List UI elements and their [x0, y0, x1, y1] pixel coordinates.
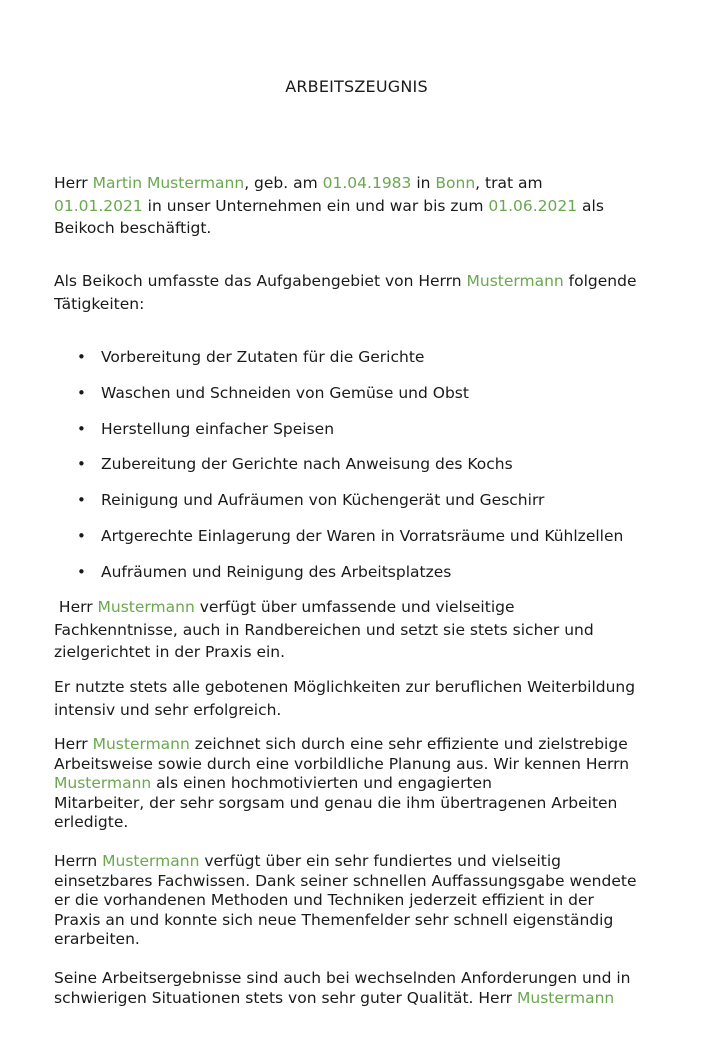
knowledge-paragraph — [54, 596, 684, 664]
bullet-icon: • — [77, 348, 86, 366]
intro-text: in — [411, 174, 436, 192]
duty-text: Artgerechte Einlagerung der Waren in Vorratsräume und Kühlzellen — [101, 526, 624, 545]
expertise-text: erarbeiten. — [54, 930, 140, 949]
knowledge-text: Fachkenntnisse, auch in Randbereichen und setzt sie stets sicher und — [54, 620, 594, 639]
work-style-text: erledigte. — [54, 813, 129, 832]
duties-intro-text: Tätigkeiten: — [54, 294, 145, 313]
duties-list — [54, 346, 684, 597]
work-style-text: zeichnet sich durch eine sehr effiziente und zielstrebige — [189, 735, 628, 753]
bullet-icon: • — [77, 455, 86, 474]
duties-intro-text: Als Beikoch umfasste das Aufgabengebiet von Herrn — [54, 272, 467, 290]
knowledge-text: Herr — [54, 598, 98, 616]
list-item — [54, 418, 684, 454]
list-item — [54, 525, 684, 561]
bullet-icon: • — [77, 526, 86, 545]
knowledge-text: zielgerichtet in der Praxis ein. — [54, 643, 286, 661]
employee-surname: Mustermann — [97, 598, 195, 616]
duties-intro-paragraph — [54, 270, 684, 315]
intro-text: Herr — [54, 174, 93, 192]
duty-text: Waschen und Schneiden von Gemüse und Obst — [101, 383, 469, 402]
birth-date: 01.04.1983 — [322, 174, 412, 192]
work-style-text: Arbeitsweise sowie durch eine vorbildliche Planung aus. Wir kennen Herrn — [54, 754, 630, 773]
start-date: 01.01.2021 — [54, 196, 143, 215]
intro-text: als — [577, 196, 604, 215]
training-paragraph — [54, 676, 684, 722]
intro-text: , trat am — [475, 174, 543, 192]
training-text: intensiv und sehr erfolgreich. — [54, 701, 282, 719]
intro-text: in unser Unternehmen ein und war bis zum — [142, 196, 489, 215]
employee-surname: Mustermann — [54, 774, 152, 793]
document-title: ARBEITSZEUGNIS — [285, 77, 428, 96]
training-text: Er nutzte stets alle gebotenen Möglichkeiten zur beruflichen Weiterbildung — [54, 678, 636, 696]
bullet-icon: • — [77, 562, 86, 581]
expertise-text: einsetzbares Fachwissen. Dank seiner schnellen Auffassungsgabe wendete — [54, 871, 637, 890]
work-style-paragraph — [54, 735, 684, 833]
bullet-icon: • — [77, 383, 86, 402]
bullet-icon: • — [77, 419, 86, 438]
expertise-text: er die vorhandenen Methoden und Techniken jederzeit effizient in der — [54, 891, 594, 910]
end-date: 01.06.2021 — [488, 196, 578, 215]
employee-surname: Mustermann — [92, 735, 190, 753]
duty-text: Reinigung und Aufräumen von Küchengerät und Geschirr — [101, 491, 545, 510]
employee-surname: Mustermann — [466, 272, 564, 290]
employee-surname: Mustermann — [517, 988, 615, 1007]
list-item — [54, 561, 684, 597]
knowledge-text: verfügt über umfassende und vielseitige — [194, 598, 515, 616]
employee-name: Martin Mustermann — [92, 174, 245, 192]
work-style-text: Mitarbeiter, der sehr sorgsam und genau die ihm übertragenen Arbeiten — [54, 793, 618, 812]
list-item — [54, 382, 684, 418]
duty-text: Vorbereitung der Zutaten für die Gerichte — [101, 348, 425, 366]
list-item — [54, 489, 684, 525]
results-paragraph — [54, 969, 684, 1008]
expertise-text: verfügt über ein sehr fundiertes und vielseitig — [199, 852, 561, 870]
expertise-text: Herrn — [54, 852, 103, 870]
intro-text: Beikoch beschäftigt. — [54, 219, 212, 237]
bullet-icon: • — [77, 491, 86, 510]
expertise-text: Praxis an und konnte sich neue Themenfelder sehr schnell eigenständig — [54, 910, 614, 929]
duty-text: Zubereitung der Gerichte nach Anweisung des Kochs — [101, 455, 513, 474]
intro-paragraph — [54, 172, 684, 240]
work-style-text: Herr — [54, 735, 93, 753]
birth-place: Bonn — [435, 174, 476, 192]
work-style-text: als einen hochmotivierten und engagierten — [151, 774, 492, 793]
intro-text: , geb. am — [244, 174, 323, 192]
expertise-paragraph — [54, 852, 684, 950]
duty-text: Herstellung einfacher Speisen — [101, 419, 335, 438]
results-text: schwierigen Situationen stets von sehr guter Qualität. Herr — [54, 988, 517, 1007]
duties-intro-text: folgende — [563, 272, 637, 290]
employee-surname: Mustermann — [102, 852, 200, 870]
results-text: Seine Arbeitsergebnisse sind auch bei wechselnden Anforderungen und in — [54, 969, 631, 987]
duty-text: Aufräumen und Reinigung des Arbeitsplatzes — [101, 562, 452, 581]
list-item — [54, 453, 684, 489]
list-item — [54, 346, 684, 382]
